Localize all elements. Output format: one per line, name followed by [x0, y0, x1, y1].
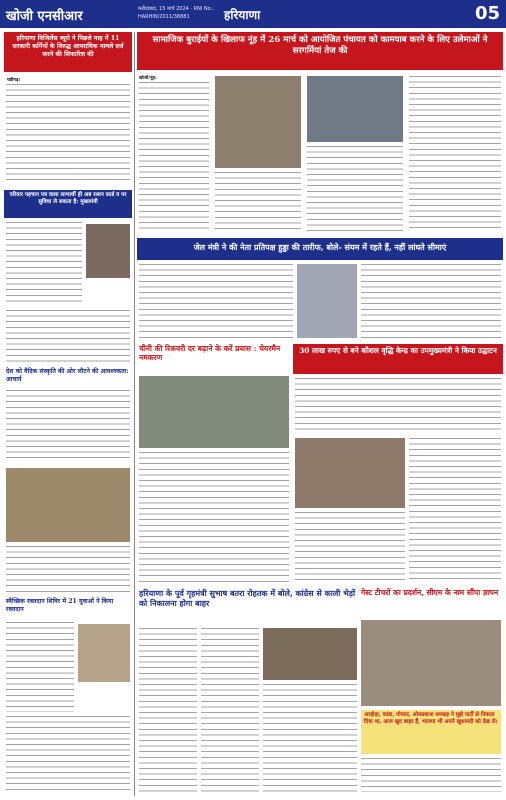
skill-centre-body-text-2: [409, 438, 501, 582]
blood-donation-headline: स्वैच्छिक रक्तदान शिविर में 21 युवाओं ने किया रक्तदान: [6, 598, 114, 613]
vigilance-headline: हरियाणा विजिलेंस ब्यूरो ने पिछले माह में 11 सरकारी कर्मियों के विरुद्ध आपराधिक मामले दर्ज करने की सिफारिश की: [4, 32, 132, 72]
column-divider: [134, 32, 135, 796]
batra-photo: [263, 628, 357, 680]
batra-body-text-2: [201, 628, 259, 792]
batra-body-text: [139, 628, 197, 792]
panchayat-kicker: खोजी/नूंह:: [139, 76, 157, 81]
sugar-recovery-body-text: [139, 452, 289, 582]
main-column: [137, 32, 503, 796]
masthead-brand: खोजी एनसीआर: [6, 9, 83, 24]
skill-centre-photo: [295, 438, 405, 508]
ulema-meeting-photo-1: [215, 76, 301, 168]
panchayat-headline: सामाजिक बुराईयों के खिलाफ नूंह में 26 मार्च को आयोजित पंचायत को कामयाब करने के लिए उलेमाओं ने सरगर्मियां तेज की: [137, 32, 503, 70]
official-portrait-photo: [86, 224, 130, 278]
ration-card-headline: परिवार पहचान पत्र वाला लाभार्थी ही अब राशन कार्ड व पर सुविधा ले सकता है: मुख्यमंत्री: [4, 190, 132, 218]
ration-card-body-text-2: [6, 310, 130, 362]
masthead-meta: फरीदाबाद, 15 मार्च 2024 · RNI No.: HARHIN/2011/38881: [138, 6, 214, 20]
batra-body-text-3: [263, 684, 357, 792]
page-number: 05: [474, 3, 500, 24]
blood-donation-photo: [78, 624, 130, 682]
vigilance-body-text: [6, 84, 130, 184]
panchayat-body-text-3: [307, 146, 403, 232]
jail-minister-headline: जेल मंत्री ने की नेता प्रतिपक्ष हुड्डा की तारीफ, बोले- संयम में रहते हैं, नहीं लांघते सीमाएं: [137, 238, 503, 260]
left-column: [4, 32, 132, 796]
vedic-event-photo: [6, 468, 130, 542]
sugar-recovery-headline: चीनी की रिकवरी दर बढ़ाने के करें प्रयास : चेयरमैन नमकरण: [139, 344, 281, 363]
vedic-culture-body-text: [6, 390, 130, 462]
blood-donation-body-text-2: [6, 716, 130, 792]
guest-teachers-body-text: [361, 758, 501, 792]
vigilance-kicker: चंडीगढ़।: [7, 78, 21, 83]
panchayat-body-text-4: [409, 76, 501, 232]
blood-donation-body-text: [6, 622, 74, 712]
vedic-culture-headline: देश को वैदिक संस्कृति की ओर लौटने की आवश्यकता: आचार्य: [6, 368, 129, 383]
batra-pull-quote: अरहोड़ा, कांडा, गोपाल, ओमप्रकाश धनखड़ ने मुझे पार्टी से निकाल दिया था, आज खुद बाहर हैं, भाजपा भी अपने खुशामदी को देख ले।: [361, 710, 501, 754]
jail-minister-body-text: [139, 264, 293, 338]
ration-card-body-text: [6, 222, 82, 306]
skill-centre-body-text-3: [295, 512, 405, 582]
panchayat-body-text-2: [215, 172, 301, 232]
batra-headline: हरियाणा के पूर्व गृहमंत्री सुभाष बतरा रोहतक में बोले, कांग्रेस से काली भेड़ों को निकालना होगा बाहर: [139, 588, 356, 608]
vedic-culture-body-text-2: [6, 546, 130, 592]
skill-centre-body-text: [295, 378, 501, 434]
jail-minister-photo: [297, 264, 357, 338]
guest-teachers-protest-photo: [361, 620, 501, 706]
section-title: हरियाणा: [224, 8, 261, 22]
page-header: [0, 0, 506, 28]
jail-minister-body-text-2: [361, 264, 501, 338]
sugar-mill-meeting-photo: [139, 376, 289, 448]
guest-teachers-headline: गेस्ट टीचरों का प्रदर्शन, सीएम के नाम सौंपा ज्ञापन: [361, 588, 499, 597]
skill-centre-headline: 30 लाख रुपए से बने कौशल वृद्धि केन्द्र का उपमुख्यमंत्री ने किया उद्घाटन: [293, 344, 503, 374]
panchayat-body-text: [139, 82, 209, 232]
ulema-meeting-photo-2: [307, 76, 403, 142]
